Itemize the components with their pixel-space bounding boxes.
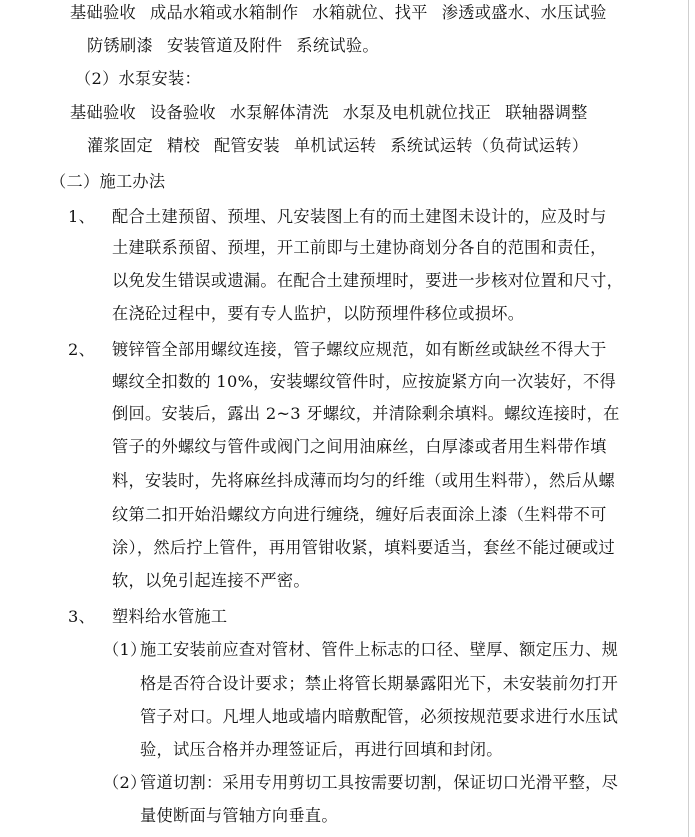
subitem-text-line: 格是否符合设计要求；禁止将管长期暴露阳光下，未安装前勿打开 [140, 674, 619, 693]
item-text-line: 配合土建预留、预埋、凡安装图上有的而土建图未设计的，应及时与 [112, 207, 607, 226]
flow-step: 防锈刷漆 [87, 36, 153, 55]
flow-step: 精校 [166, 136, 200, 155]
subitem-text-line: 施工安装前应查对管材、管件上标志的口径、壁厚、额定压力、规 [140, 640, 619, 659]
flow-step: 水箱就位、找平 [312, 3, 428, 22]
item-text-line: 镀锌管全部用螺纹连接，管子螺纹应规范，如有断丝或缺丝不得大于 [112, 340, 607, 359]
item-number: 3、 [68, 607, 96, 626]
item-text-line: 管子的外螺纹与管件或阀门之间用油麻丝，白厚漆或者用生料带作填 [112, 437, 607, 456]
subitem-text-line: 验，试压合格并办理签证后，再进行回填和封闭。 [140, 740, 503, 759]
flow-step: 系统试运转（负荷试运转） [390, 136, 589, 155]
flow-step: 系统试验。 [296, 36, 379, 55]
water-tank-flow-line-1 [70, 3, 607, 23]
subitem-text-line: 量使断面与管轴方向垂直。 [140, 806, 338, 825]
flow-step: 联轴器调整 [505, 103, 588, 122]
flow-step: 水泵及电机就位找正 [342, 103, 492, 122]
page-right-border [688, 0, 689, 837]
pump-install-heading: （2）水泵安装： [75, 69, 202, 88]
subitem-number: （1） [103, 640, 147, 659]
item-title: 塑料给水管施工 [112, 607, 228, 626]
flow-step: 渗透或盛水、水压试验 [441, 3, 607, 22]
item-text-line: 土建联系预留、预埋，开工前即与土建协商划分各自的范围和责任， [112, 238, 607, 257]
subitem-text-line: 管道切割：采用专用剪切工具按需要切割，保证切口光滑平整，尽 [140, 773, 619, 792]
pump-flow-line-1 [70, 103, 588, 123]
flow-step: 灌浆固定 [87, 136, 153, 155]
flow-step: 基础验收 [70, 103, 136, 122]
flow-step: 水泵解体清洗 [229, 103, 329, 122]
item-text-line: 螺纹全扣数的 10%，安装螺纹管件时，应按旋紧方向一次装好，不得 [112, 372, 616, 391]
item-text-line: 料，安装时，先将麻丝抖成薄而均匀的纤维（或用生料带），然后从螺 [112, 471, 616, 490]
item-text-line: 以免发生错误或遗漏。在配合土建预埋时，要进一步核对位置和尺寸， [112, 271, 624, 290]
water-tank-flow-line-2 [87, 36, 379, 56]
item-text-line: 软，以免引起连接不严密。 [112, 571, 310, 590]
item-text-line: 纹第二扣开始沿螺纹方向进行缠绕，缠好后表面涂上漆（生料带不可 [112, 505, 607, 524]
flow-step: 基础验收 [70, 3, 136, 22]
item-number: 1、 [68, 207, 96, 226]
item-text-line: 涂），然后拧上管件，再用管钳收紧，填料要适当，套丝不能过硬或过 [112, 538, 616, 557]
flow-step: 成品水箱或水箱制作 [149, 3, 299, 22]
pump-flow-line-2 [87, 136, 588, 156]
flow-step: 设备验收 [149, 103, 216, 122]
subitem-number: （2） [103, 773, 147, 792]
flow-step: 单机试运转 [293, 136, 377, 155]
item-text-line: 倒回。安装后，露出 2~3 牙螺纹，并清除剩余填料。螺纹连接时，在 [112, 404, 620, 423]
subitem-text-line: 管子对口。凡埋人地或墙内暗敷配管，必须按规范要求进行水压试 [140, 707, 619, 726]
item-text-line: 在浇砼过程中，要有专人监护，以防预埋件移位或损坏。 [112, 304, 525, 323]
item-number: 2、 [68, 340, 96, 359]
flow-step: 配管安装 [213, 136, 280, 155]
flow-step: 安装管道及附件 [166, 36, 283, 55]
construction-method-heading: （二）施工办法 [50, 172, 166, 191]
